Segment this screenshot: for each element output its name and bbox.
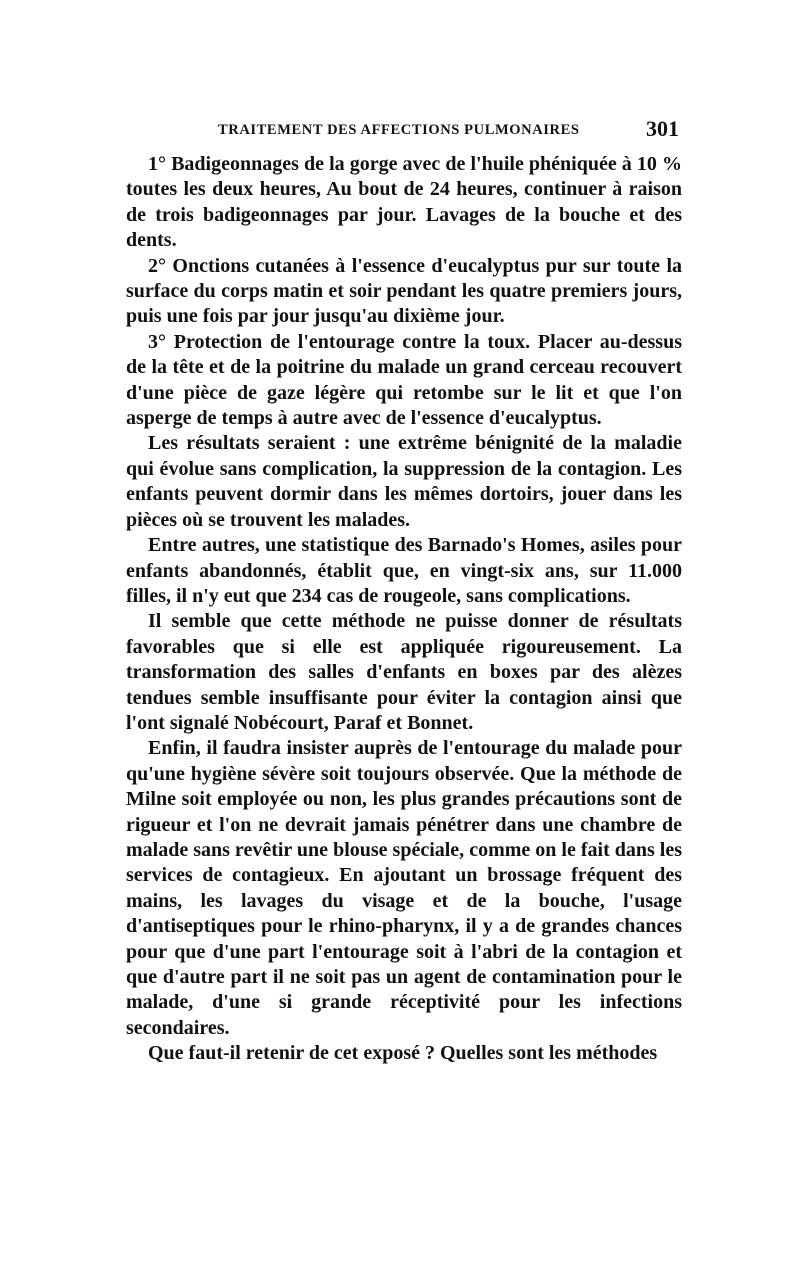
running-title: TRAITEMENT DES AFFECTIONS PULMONAIRES	[218, 122, 580, 138]
paragraph-statistique: Entre autres, une statistique des Barnado's Homes, asiles pour enfants abandonnés, établit que, en vingt-six ans, sur 11.000 filles, il n'y eut que 234 cas de rougeole, sans complications.	[126, 534, 682, 607]
paragraph-badigeonnages: 1° Badigeonnages de la gorge avec de l'huile phéniquée à 10 % toutes les deux heures, Au bout de 24 heures, continuer à raison de trois badigeonnages par jour. Lavages de la bouche et des dents.	[126, 153, 682, 252]
paragraph-protection: 3° Protection de l'entourage contre la toux. Placer au-dessus de la tête et de la poitrine du malade un grand cerceau recouvert d'une pièce de gaze légère qui retombe sur le lit et que l'on asperge de temps à autre avec de l'essence d'eucalyptus.	[126, 330, 682, 430]
paragraph-resultats: Les résultats seraient : une extrême bénignité de la maladie qui évolue sans complication, la suppression de la contagion. Les enfants peuvent dormir dans les mêmes dortoirs, jouer dans les pièces où se trouvent les malades.	[126, 432, 682, 531]
running-head	[126, 118, 681, 148]
paragraph-onctions: 2° Onctions cutanées à l'essence d'eucalyptus pur sur toute la surface du corps matin et soir pendant les quatre premiers jours, puis une fois par jour jusqu'au dixième jour.	[126, 254, 682, 328]
page-number: 301	[646, 116, 679, 141]
paragraph-methode: Il semble que cette méthode ne puisse donner de résultats favorables que si elle est appliquée rigoureusement. La transformation des salles d'enfants en boxes par des alèzes tendues semble insuffisante pour éviter la contagion ainsi que l'ont signalé Nobécourt, Paraf et Bonnet.	[126, 610, 682, 734]
paragraph-conclusion: Que faut-il retenir de cet exposé ? Quelles sont les méthodes	[148, 1042, 658, 1065]
paragraph-hygiene: Enfin, il faudra insister auprès de l'entourage du malade pour qu'une hygiène sévère soit toujours observée. Que la méthode de Milne soit employée ou non, les plus grandes précautions sont de rigueur et l'on ne devrait jamais pénétrer dans une chambre de malade sans revêtir une blouse spéciale, comme on le fait dans les services de contagieux. En ajoutant un brossage fréquent des mains, les lavages du visage et de la bouche, l'usage d'antiseptiques pour le rhino-pharynx, il y a de grandes chances pour que d'une part l'entourage soit à l'abri de la contagion et que d'autre part il ne soit pas un agent de contamination pour le malade, d'une si grande réceptivité pour les infections secondaires.	[126, 737, 682, 1039]
body-text	[126, 152, 682, 1067]
